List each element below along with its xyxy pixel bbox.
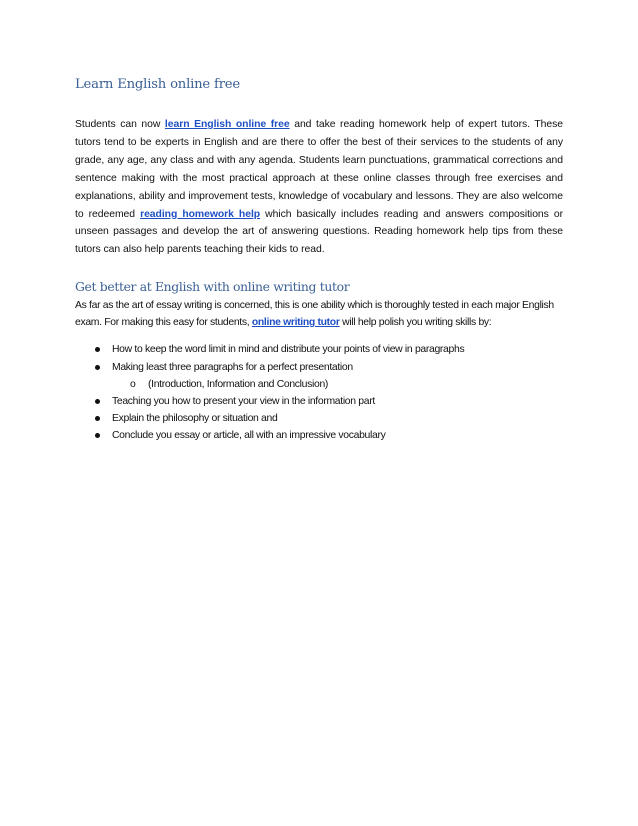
para1-text-3: which basically includes reading and answers compositions or unseen passages and develop the art of answering questions. Reading homework help tips from these tutors can also help parents teaching their kids to read. [75,208,563,256]
list-item-text: Conclude you essay or article, all with an impressive vocabulary [112,430,386,442]
bullet-icon [95,347,100,352]
bullet-icon [95,365,100,370]
link-online-writing-tutor[interactable]: online writing tutor [251,316,340,328]
bullet-icon [95,433,100,438]
list-item-text: Explain the philosophy or situation and [112,413,278,425]
list-item [75,427,563,444]
bullet-icon [95,399,100,404]
bullet-icon [95,416,100,421]
link-learn-english-online-free[interactable]: learn English online free [164,119,290,130]
document-content [75,76,563,445]
para2-text-1: As far as the art of essay writing is concerned, this is one ability which is thoroughly tested in each major English exam. For making this easy for students, [75,300,554,328]
sub-list-item-text: (Introduction, Information and Conclusion) [148,378,329,390]
list-item-text: How to keep the word limit in mind and distribute your points of view in paragraphs [112,344,465,356]
para1-text-1: Students can now [75,119,165,130]
list-item-text: Teaching you how to present your view in the information part [112,396,375,408]
list-item [75,359,563,376]
sub-list-item [75,376,563,393]
paragraph-essay-writing [75,298,563,331]
bullet-list [75,341,563,444]
circle-bullet-icon: o [130,378,136,390]
link-reading-homework-help[interactable]: reading homework help [140,208,261,220]
heading-writing-tutor: Get better at English with online writing tutor [75,279,350,295]
para1-text-2: and take reading homework help of expert tutors. These tutors tend to be experts in English and are there to offer the best of their services to the students of any grade, any age, any class and with any agenda. Students learn punctuations, grammatical corrections and sentence making with the most practical approach at these online classes through free exercises and explanations, ability and improvement tests, knowledge of vocabulary and lessons. They are also welcome to redeemed [75,119,563,220]
list-item [75,410,563,427]
para2-text-2: will help polish you writing skills by: [339,316,492,328]
heading-learn-english: Learn English online free [75,77,241,92]
list-item-text: Making least three paragraphs for a perfect presentation [112,361,353,373]
paragraph-intro [75,116,563,259]
list-item [75,393,563,410]
list-item [75,341,563,358]
